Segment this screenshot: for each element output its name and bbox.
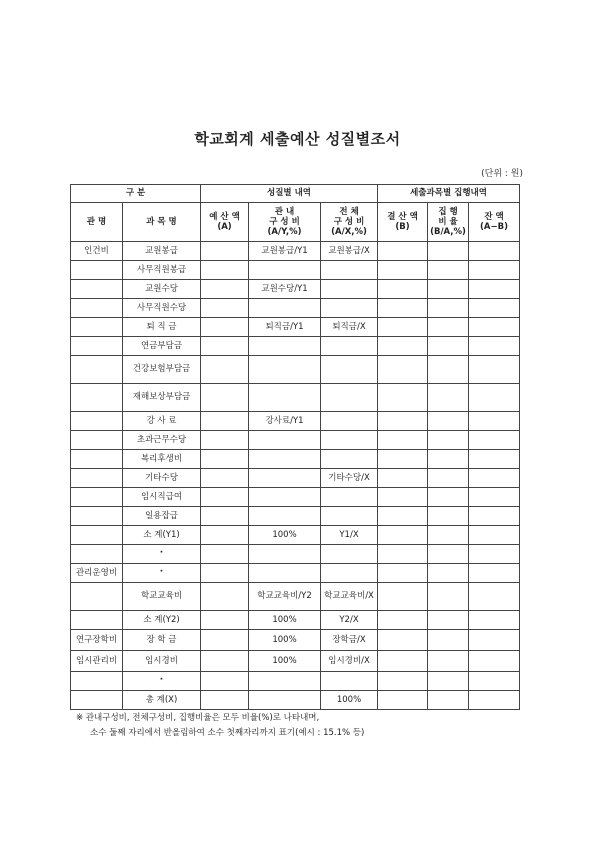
cell-janaek: [469, 564, 520, 583]
cell-jeonche: [321, 450, 378, 469]
table-row: [71, 450, 520, 469]
cell-janaek: [469, 299, 520, 318]
cell-gwamok: 소 계(Y1): [123, 526, 201, 545]
cell-gwannae: [249, 469, 321, 488]
cell-gwannae: 100%: [249, 611, 321, 630]
cell-gwamok: 총 계(X): [123, 691, 201, 710]
cell-jiphaeng: [428, 261, 469, 280]
cell-jeonche: [321, 337, 378, 356]
cell-jiphaeng: [428, 564, 469, 583]
header-jiphaeng: 집 행 비 율 (B/A,%): [428, 203, 469, 242]
cell-janaek: [469, 507, 520, 526]
table-row: [71, 337, 520, 356]
cell-yesan: [201, 469, 249, 488]
note-line-1: ※ 관내구성비, 전체구성비, 집행비율은 모두 비율(%)로 나타내며,: [76, 713, 320, 723]
cell-janaek: [469, 611, 520, 630]
table-row: [71, 488, 520, 507]
cell-jeonche: 장학금/X: [321, 630, 378, 651]
cell-jiphaeng: [428, 630, 469, 651]
cell-gwannae: 100%: [249, 651, 321, 672]
cell-gwan: 연구장학비: [71, 630, 123, 651]
cell-jeonche: [321, 564, 378, 583]
cell-gyeolsan: [378, 431, 428, 450]
cell-gwamok: 교원봉급: [123, 242, 201, 261]
header-gwamok: 과 목 명: [123, 203, 201, 242]
cell-jiphaeng: [428, 672, 469, 691]
cell-jeonche: [321, 412, 378, 431]
cell-janaek: [469, 450, 520, 469]
cell-gwamok: 교원수당: [123, 280, 201, 299]
cell-gyeolsan: [378, 545, 428, 564]
cell-gyeolsan: [378, 412, 428, 431]
cell-gwannae: 교원수당/Y1: [249, 280, 321, 299]
cell-jiphaeng: [428, 412, 469, 431]
cell-gyeolsan: [378, 384, 428, 412]
cell-janaek: [469, 691, 520, 710]
cell-jiphaeng: [428, 242, 469, 261]
cell-janaek: [469, 318, 520, 337]
cell-gwan: [71, 261, 123, 280]
cell-gwan: [71, 469, 123, 488]
table-row: [71, 651, 520, 672]
table-row: [71, 469, 520, 488]
cell-gwan: [71, 450, 123, 469]
table-row: [71, 507, 520, 526]
cell-yesan: [201, 526, 249, 545]
cell-jeonche: 학교교육비/X: [321, 583, 378, 611]
header-nature: 성질별 내역: [201, 185, 378, 203]
cell-janaek: [469, 337, 520, 356]
cell-gyeolsan: [378, 242, 428, 261]
cell-gyeolsan: [378, 564, 428, 583]
cell-gyeolsan: [378, 672, 428, 691]
cell-gwamok: ·: [123, 672, 201, 691]
cell-gwan: [71, 384, 123, 412]
cell-yesan: [201, 337, 249, 356]
table-row: [71, 356, 520, 384]
table-row: [71, 318, 520, 337]
table-row: [71, 672, 520, 691]
cell-janaek: [469, 412, 520, 431]
cell-janaek: [469, 261, 520, 280]
header-yesan: 예 산 액 (A): [201, 203, 249, 242]
cell-gwannae: 강사료/Y1: [249, 412, 321, 431]
cell-yesan: [201, 384, 249, 412]
cell-gwamok: ·: [123, 545, 201, 564]
cell-jiphaeng: [428, 488, 469, 507]
cell-gwamok: 건강보험부담금: [123, 356, 201, 384]
cell-gwamok: 학교교육비: [123, 583, 201, 611]
cell-gwannae: [249, 691, 321, 710]
cell-gyeolsan: [378, 526, 428, 545]
cell-yesan: [201, 630, 249, 651]
cell-gyeolsan: [378, 691, 428, 710]
cell-gwamok: 퇴 직 금: [123, 318, 201, 337]
cell-janaek: [469, 651, 520, 672]
cell-jiphaeng: [428, 611, 469, 630]
cell-gwan: [71, 691, 123, 710]
cell-yesan: [201, 412, 249, 431]
cell-janaek: [469, 242, 520, 261]
cell-gwan: [71, 507, 123, 526]
cell-gwan: [71, 583, 123, 611]
header-exec: 세출과목별 집행내역: [378, 185, 520, 203]
cell-gyeolsan: [378, 469, 428, 488]
cell-gwannae: 학교교육비/Y2: [249, 583, 321, 611]
cell-jeonche: [321, 488, 378, 507]
cell-gwamok: 강 사 료: [123, 412, 201, 431]
cell-gwamok: 임시직급여: [123, 488, 201, 507]
cell-yesan: [201, 242, 249, 261]
cell-jeonche: 임시경비/X: [321, 651, 378, 672]
header-gyeolsan: 결 산 액 (B): [378, 203, 428, 242]
cell-gyeolsan: [378, 488, 428, 507]
cell-gwan: [71, 431, 123, 450]
cell-jiphaeng: [428, 469, 469, 488]
cell-janaek: [469, 526, 520, 545]
cell-jeonche: [321, 261, 378, 280]
cell-gyeolsan: [378, 337, 428, 356]
table-row: [71, 691, 520, 710]
cell-yesan: [201, 611, 249, 630]
cell-janaek: [469, 469, 520, 488]
cell-yesan: [201, 507, 249, 526]
table-row: [71, 261, 520, 280]
cell-jiphaeng: [428, 280, 469, 299]
cell-gwamok: 사무직원수당: [123, 299, 201, 318]
cell-jiphaeng: [428, 450, 469, 469]
cell-gyeolsan: [378, 299, 428, 318]
cell-jeonche: [321, 672, 378, 691]
cell-yesan: [201, 280, 249, 299]
table-row: [71, 412, 520, 431]
table-row: [71, 280, 520, 299]
cell-gwan: [71, 356, 123, 384]
cell-janaek: [469, 488, 520, 507]
cell-gwannae: [249, 507, 321, 526]
cell-gwamok: 사무직원봉급: [123, 261, 201, 280]
cell-yesan: [201, 450, 249, 469]
cell-jiphaeng: [428, 583, 469, 611]
cell-jiphaeng: [428, 356, 469, 384]
cell-janaek: [469, 280, 520, 299]
cell-gwannae: [249, 384, 321, 412]
cell-gwamok: 초과근무수당: [123, 431, 201, 450]
cell-gwamok: 장 학 금: [123, 630, 201, 651]
cell-yesan: [201, 261, 249, 280]
cell-gwan: [71, 299, 123, 318]
cell-gwannae: [249, 431, 321, 450]
cell-gwan: 인건비: [71, 242, 123, 261]
cell-gwannae: 퇴직금/Y1: [249, 318, 321, 337]
header-gubun: 구 분: [71, 185, 201, 203]
cell-gyeolsan: [378, 507, 428, 526]
cell-gwannae: 100%: [249, 630, 321, 651]
cell-gwannae: [249, 261, 321, 280]
cell-janaek: [469, 384, 520, 412]
cell-gwannae: [249, 356, 321, 384]
cell-gwannae: 100%: [249, 526, 321, 545]
cell-jeonche: [321, 545, 378, 564]
header-janaek: 잔 액 (A−B): [469, 203, 520, 242]
header-jeonche: 전 체 구 성 비 (A/X,%): [321, 203, 378, 242]
cell-gwannae: [249, 672, 321, 691]
header-gwan: 관 명: [71, 203, 123, 242]
cell-jiphaeng: [428, 651, 469, 672]
cell-gwannae: [249, 545, 321, 564]
cell-jeonche: 100%: [321, 691, 378, 710]
table-row: [71, 611, 520, 630]
table-body: [71, 242, 520, 710]
cell-gyeolsan: [378, 280, 428, 299]
cell-jeonche: [321, 356, 378, 384]
cell-gwan: [71, 318, 123, 337]
cell-yesan: [201, 583, 249, 611]
cell-janaek: [469, 630, 520, 651]
cell-yesan: [201, 318, 249, 337]
cell-gwannae: [249, 337, 321, 356]
cell-jiphaeng: [428, 545, 469, 564]
cell-yesan: [201, 691, 249, 710]
cell-gwan: [71, 337, 123, 356]
cell-janaek: [469, 583, 520, 611]
cell-jeonche: [321, 507, 378, 526]
cell-gwamok: ·: [123, 564, 201, 583]
cell-jeonche: [321, 384, 378, 412]
header-gwannae: 관 내 구 성 비 (A/Y,%): [249, 203, 321, 242]
cell-gwan: [71, 412, 123, 431]
cell-gwan: [71, 488, 123, 507]
cell-gwannae: 교원봉급/Y1: [249, 242, 321, 261]
cell-jeonche: [321, 431, 378, 450]
cell-janaek: [469, 431, 520, 450]
cell-jiphaeng: [428, 691, 469, 710]
table-row: [71, 242, 520, 261]
cell-yesan: [201, 651, 249, 672]
cell-gwamok: 재해보상부담금: [123, 384, 201, 412]
table-row: [71, 299, 520, 318]
cell-gwannae: [249, 299, 321, 318]
cell-jiphaeng: [428, 431, 469, 450]
cell-gwamok: 복리후생비: [123, 450, 201, 469]
cell-gwan: [71, 611, 123, 630]
cell-yesan: [201, 545, 249, 564]
cell-jiphaeng: [428, 526, 469, 545]
cell-gwannae: [249, 450, 321, 469]
cell-janaek: [469, 356, 520, 384]
table-row: [71, 431, 520, 450]
cell-gwan: [71, 280, 123, 299]
cell-jiphaeng: [428, 507, 469, 526]
cell-gwamok: 소 계(Y2): [123, 611, 201, 630]
budget-table: [70, 184, 520, 710]
cell-gwan: [71, 545, 123, 564]
table-row: [71, 630, 520, 651]
cell-gwannae: [249, 488, 321, 507]
cell-gwan: 관리운영비: [71, 564, 123, 583]
cell-yesan: [201, 564, 249, 583]
page-title: 학교회계 세출예산 성질별조서: [194, 130, 401, 148]
cell-gyeolsan: [378, 651, 428, 672]
cell-yesan: [201, 488, 249, 507]
cell-gwan: [71, 672, 123, 691]
cell-gyeolsan: [378, 450, 428, 469]
cell-gyeolsan: [378, 611, 428, 630]
table-row: [71, 564, 520, 583]
cell-jeonche: Y2/X: [321, 611, 378, 630]
cell-jeonche: 교원봉급/X: [321, 242, 378, 261]
cell-yesan: [201, 672, 249, 691]
table-row: [71, 384, 520, 412]
cell-gyeolsan: [378, 356, 428, 384]
cell-gyeolsan: [378, 630, 428, 651]
cell-gyeolsan: [378, 318, 428, 337]
cell-gwannae: [249, 564, 321, 583]
cell-yesan: [201, 356, 249, 384]
table-row: [71, 583, 520, 611]
cell-jeonche: 퇴직금/X: [321, 318, 378, 337]
cell-jiphaeng: [428, 318, 469, 337]
cell-gwan: 임시관리비: [71, 651, 123, 672]
cell-yesan: [201, 431, 249, 450]
cell-jeonche: 기타수당/X: [321, 469, 378, 488]
cell-jiphaeng: [428, 384, 469, 412]
cell-gwamok: 임시경비: [123, 651, 201, 672]
cell-gwan: [71, 526, 123, 545]
cell-gyeolsan: [378, 583, 428, 611]
note-line-2: 소수 둘째 자리에서 반올림하여 소수 첫째자리까지 표기(예시 : 15.1% 등): [90, 728, 365, 738]
cell-jiphaeng: [428, 299, 469, 318]
cell-gyeolsan: [378, 261, 428, 280]
cell-jeonche: Y1/X: [321, 526, 378, 545]
cell-janaek: [469, 545, 520, 564]
cell-janaek: [469, 672, 520, 691]
cell-gwamok: 연금부담금: [123, 337, 201, 356]
cell-yesan: [201, 299, 249, 318]
unit-label: (단위 : 원): [481, 169, 523, 179]
cell-jiphaeng: [428, 337, 469, 356]
cell-jeonche: [321, 299, 378, 318]
table-row: [71, 545, 520, 564]
cell-gwamok: 기타수당: [123, 469, 201, 488]
table-row: [71, 526, 520, 545]
cell-gwamok: 일용잡급: [123, 507, 201, 526]
cell-jeonche: [321, 280, 378, 299]
